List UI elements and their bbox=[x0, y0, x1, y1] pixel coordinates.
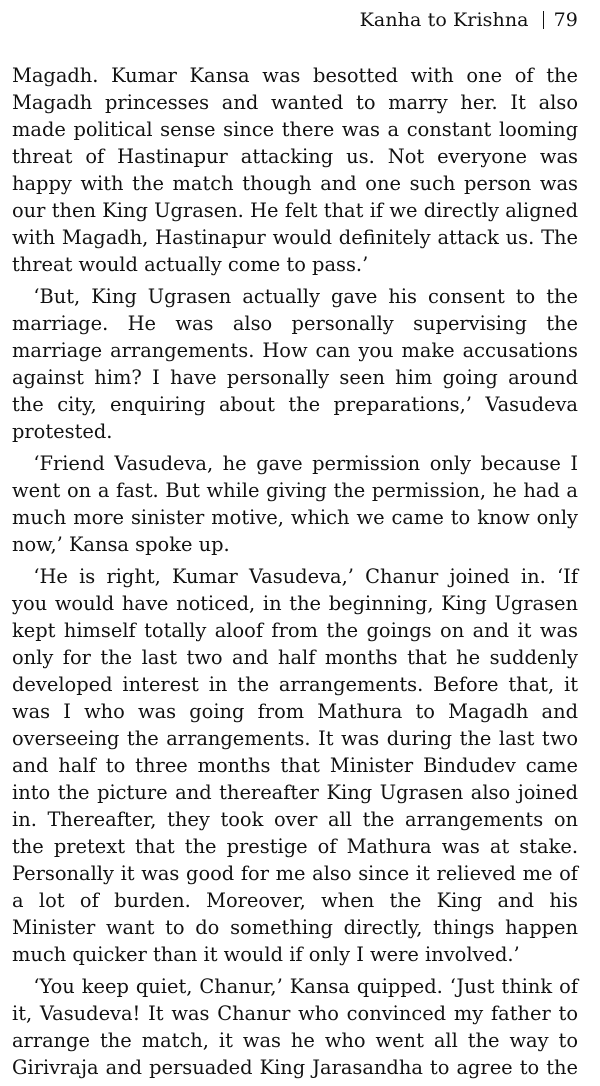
paragraph-2: ‘But, King Ugrasen actually gave his consent to the marriage. He was also personally supervising the marriage arrangements. How can you make accusations against him? I have personally seen him going around the city, enquiring about the preparations,’ Vasudeva protested. bbox=[12, 285, 578, 443]
running-head-separator bbox=[543, 11, 544, 29]
page-number: 79 bbox=[553, 9, 578, 31]
paragraph-4: ‘He is right, Kumar Vasudeva,’ Chanur joined in. ‘If you would have noticed, in the beginning, King Ugrasen kept himself totally aloof from the goings on and it was only for the last two and half months that he suddenly developed interest in the arrangements. Before that, it was I who was going from Mathura to Magadh and overseeing the arrangements. It was during the last two and half to three months that Minister Bindudev came into the picture and thereafter King Ugrasen also joined in. Thereafter, they took over all the arrangements on the pretext that the prestige of Mathura was at stake. Personally it was good for me also since it relieved me of a lot of burden. Moreover, when the King and his Minister want to do something directly, things happen much quicker than it would if only I were involved.’ bbox=[12, 565, 578, 966]
body-text bbox=[12, 62, 578, 1086]
paragraph-5: ‘You keep quiet, Chanur,’ Kansa quipped. ‘Just think of it, Vasudeva! It was Chanur who convinced my father to arrange the match, it was he who went all the way to Girivraja and persuaded King Jarasandha to agree to the bbox=[12, 975, 578, 1079]
book-page bbox=[12, 0, 578, 1079]
running-head bbox=[360, 8, 578, 32]
running-head-title: Kanha to Krishna bbox=[359, 9, 529, 31]
paragraph-1: Magadh. Kumar Kansa was besotted with one of the Magadh princesses and wanted to marry her. It also made political sense since there was a constant looming threat of Hastinapur attacking us. Not everyone was happy with the match though and one such person was our then King Ugrasen. He felt that if we directly aligned with Magadh, Hastinapur would definitely attack us. The threat would actually come to pass.’ bbox=[12, 64, 578, 276]
paragraph-3: ‘Friend Vasudeva, he gave permission only because I went on a fast. But while giving the permission, he had a much more sinister motive, which we came to know only now,’ Kansa spoke up. bbox=[12, 452, 578, 556]
